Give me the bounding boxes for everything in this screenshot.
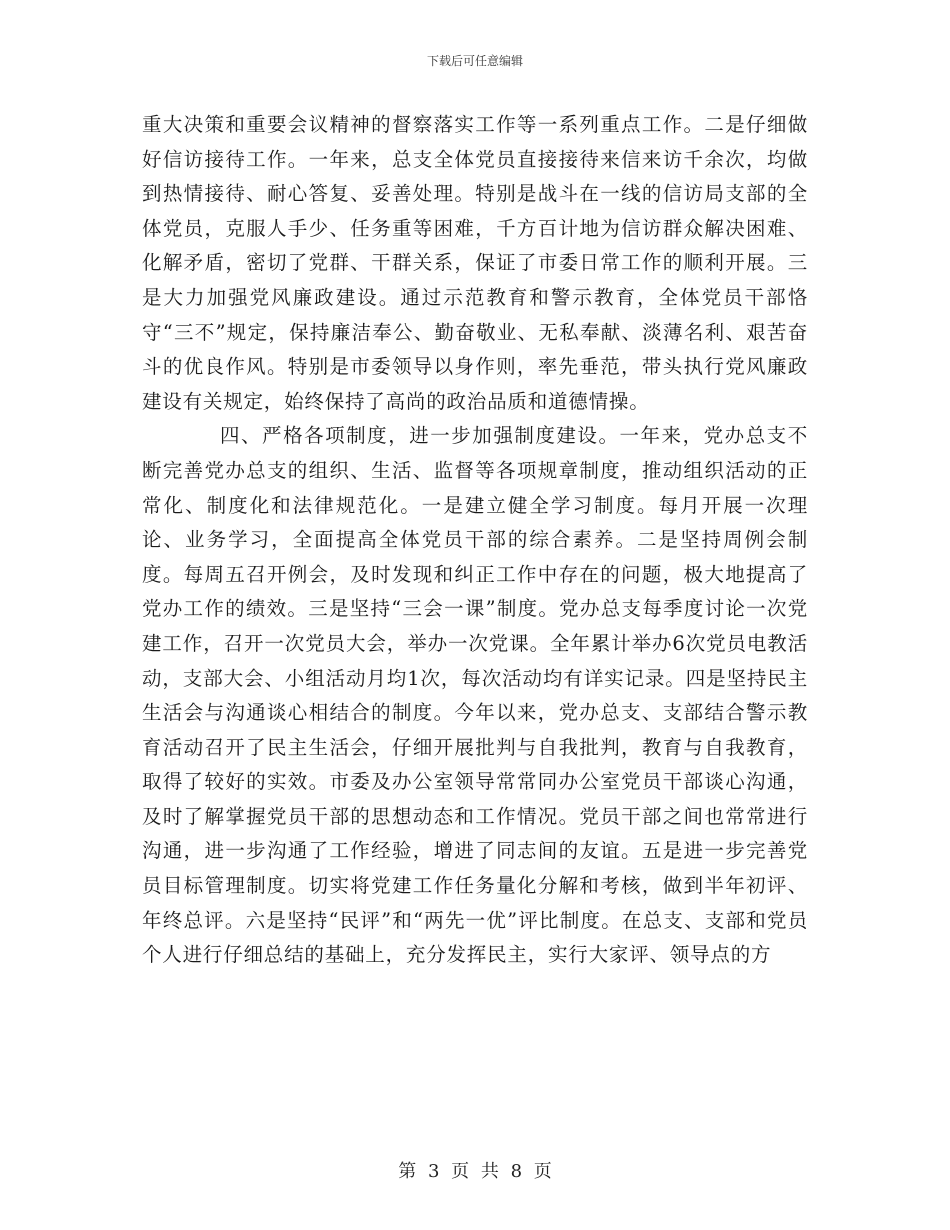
page-number: 第 3 页 共 8 页: [398, 1161, 552, 1182]
page-header-note: 下载后可任意编辑: [426, 54, 523, 68]
document-body: [142, 108, 808, 973]
paragraph-1: 重大决策和重要会议精神的督察落实工作等一系列重点工作。二是仔细做好信访接待工作。一年来，总支全体党员直接接待来信来访千余次，均做到热情接待、耐心答复、妥善处理。特别是战斗在一线的信访局支部的全体党员，克服人手少、任务重等困难，千方百计地为信访群众解决困难、化解矛盾，密切了党群、干群关系，保证了市委日常工作的顺利开展。三是大力加强党风廉政建设。通过示范教育和警示教育，全体党员干部恪守“三不”规定，保持廉洁奉公、勤奋敬业、无私奉献、淡薄名利、艰苦奋斗的优良作风。特别是市委领导以身作则，率先垂范，带头执行党风廉政建设有关规定，始终保持了高尚的政治品质和道德情操。: [142, 113, 808, 413]
paragraph-2: 四、严格各项制度，进一步加强制度建设。一年来，党办总支不断完善党办总支的组织、生活、监督等各项规章制度，推动组织活动的正常化、制度化和法律规范化。一是建立健全学习制度。每月开展一次理论、业务学习，全面提高全体党员干部的综合素养。二是坚持周例会制度。每周五召开例会，及时发现和纠正工作中存在的问题，极大地提高了党办工作的绩效。三是坚持“三会一课”制度。党办总支每季度讨论一次党建工作，召开一次党员大会，举办一次党课。全年累计举办6次党员电教活动，支部大会、小组活动月均1次，每次活动均有详实记录。四是坚持民主生活会与沟通谈心相结合的制度。今年以来，党办总支、支部结合警示教育活动召开了民主生活会，仔细开展批判与自我批判，教育与自我教育，取得了较好的实效。市委及办公室领导常常同办公室党员干部谈心沟通，及时了解掌握党员干部的思想动态和工作情况。党员干部之间也常常进行沟通，进一步沟通了工作经验，增进了同志间的友谊。五是进一步完善党员目标管理制度。切实将党建工作任务量化分解和考核，做到半年初评、年终总评。六是坚持“民评”和“两先一优”评比制度。在总支、支部和党员个人进行仔细总结的基础上，充分发挥民主，实行大家评、领导点的方: [142, 424, 808, 967]
